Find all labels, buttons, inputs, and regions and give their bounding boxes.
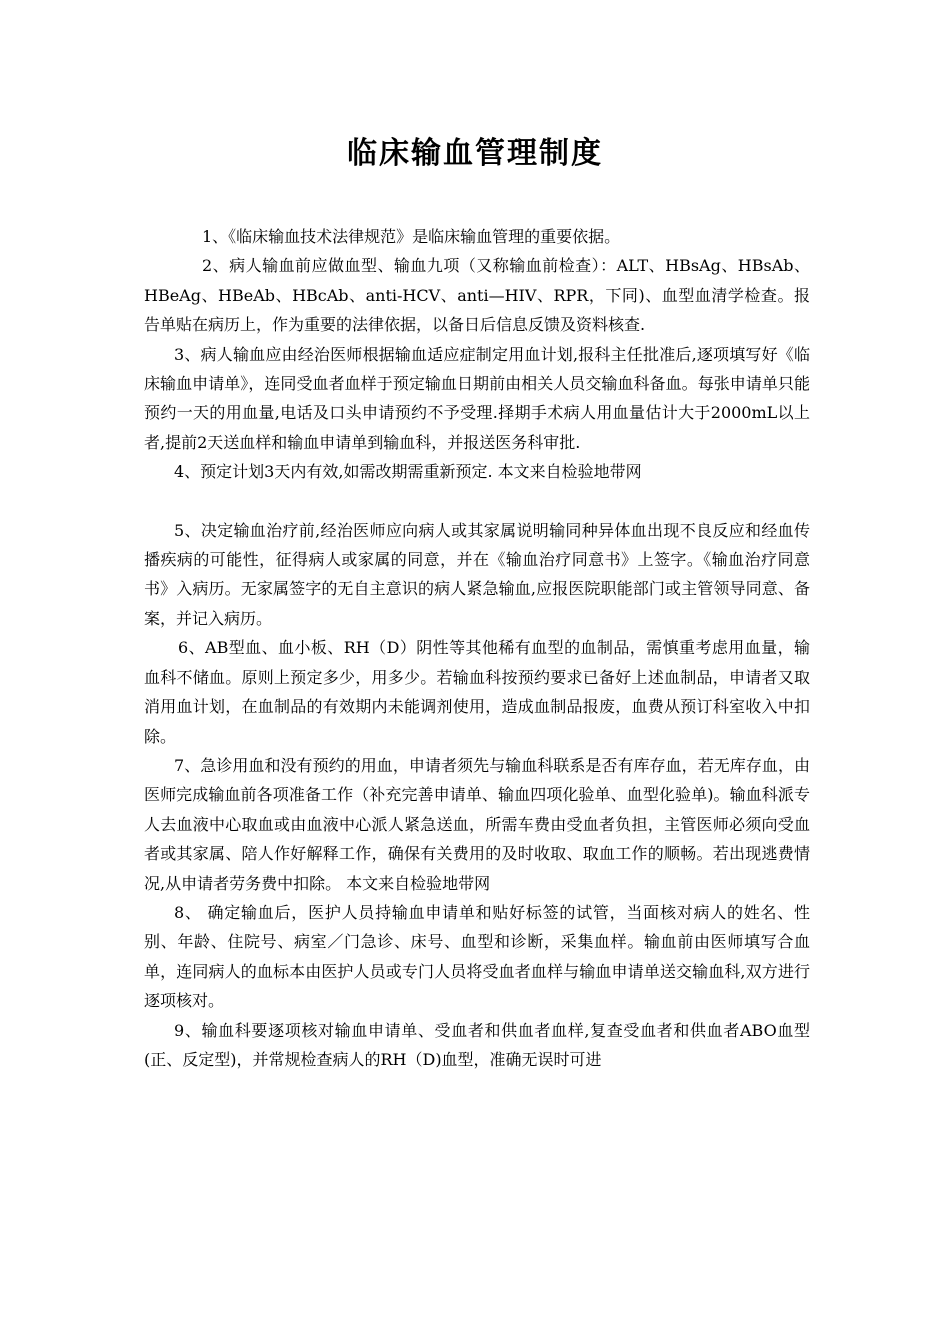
blank-line (144, 487, 810, 516)
paragraph-7: 7、急诊用血和没有预约的用血，申请者须先与输血科联系是否有库存血，若无库存血，由医师完成输血前各项准备工作（补充完善申请单、输血四项化验单、血型化验单)。输血科派专人去血液中心取血或由血液中心派人紧急送血，所需车费由受血者负担，主管医师必须向受血者或其家属、陪人作好解释工作，确保有关费用的及时收取、取血工作的顺畅。若出现逃费情况,从申请者劳务费中扣除。 本文来自检验地带网 (144, 755, 810, 893)
document-title: 临床输血管理制度 (347, 136, 603, 171)
paragraph-9: 9、输血科要逐项核对输血申请单、受血者和供血者血样,复查受血者和供血者ABO血型(正、反定型)，并常规检查病人的RH（D)血型，准确无误时可进 (144, 1020, 810, 1069)
paragraph-6: 6、AB型血、血小板、RH（D）阴性等其他稀有血型的血制品，需慎重考虑用血量，输血科不储血。原则上预定多少，用多少。若输血科按预约要求已备好上述血制品，申请者又取消用血计划，在血制品的有效期内未能调剂使用，造成血制品报废，血费从预订科室收入中扣除。 (144, 638, 810, 746)
document-body (144, 222, 810, 1074)
paragraph-8: 8、 确定输血后，医护人员持输血申请单和贴好标签的试管，当面核对病人的姓名、性别、年龄、住院号、病室／门急诊、床号、血型和诊断，采集血样。输血前由医师填写合血单，连同病人的血标本由医护人员或专门人员将受血者血样与输血申请单送交输血科,双方进行逐项核对。 (144, 902, 810, 1011)
paragraph-1: 1、《临床输血技术法律规范》是临床输血管理的重要依据。 (202, 227, 621, 246)
paragraph-3: 3、病人输血应由经治医师根据输血适应症制定用血计划,报科主任批准后,逐项填写好《临床输血申请单》，连同受血者血样于预定输血日期前由相关人员交输血科备血。每张申请单只能预约一天的用血量,电话及口头申请预约不予受理.择期手术病人用血量估计大于2000mL以上者,提前2天送血样和输血申请单到输血科，并报送医务科审批. (144, 344, 810, 452)
paragraph-4: 4、预定计划3天内有效,如需改期需重新预定. 本文来自检验地带网 (174, 462, 642, 482)
paragraph-5: 5、决定输血治疗前,经治医师应向病人或其家属说明输同种异体血出现不良反应和经血传播疾病的可能性，征得病人或家属的同意，并在《输血治疗同意书》上签字。《输血治疗同意书》入病历。无家属签字的无自主意识的病人紧急输血,应报医院职能部门或主管领导同意、备案，并记入病历。 (144, 520, 810, 628)
paragraph-2: 2、病人输血前应做血型、输血九项（又称输血前检查）：ALT、HBsAg、HBsAb、HBeAg、HBeAb、HBcAb、anti-HCV、anti—HIV、RPR，下同)、血型血清学检查。报告单贴在病历上，作为重要的法律依据，以备日后信息反馈及资料核查. (144, 256, 810, 335)
